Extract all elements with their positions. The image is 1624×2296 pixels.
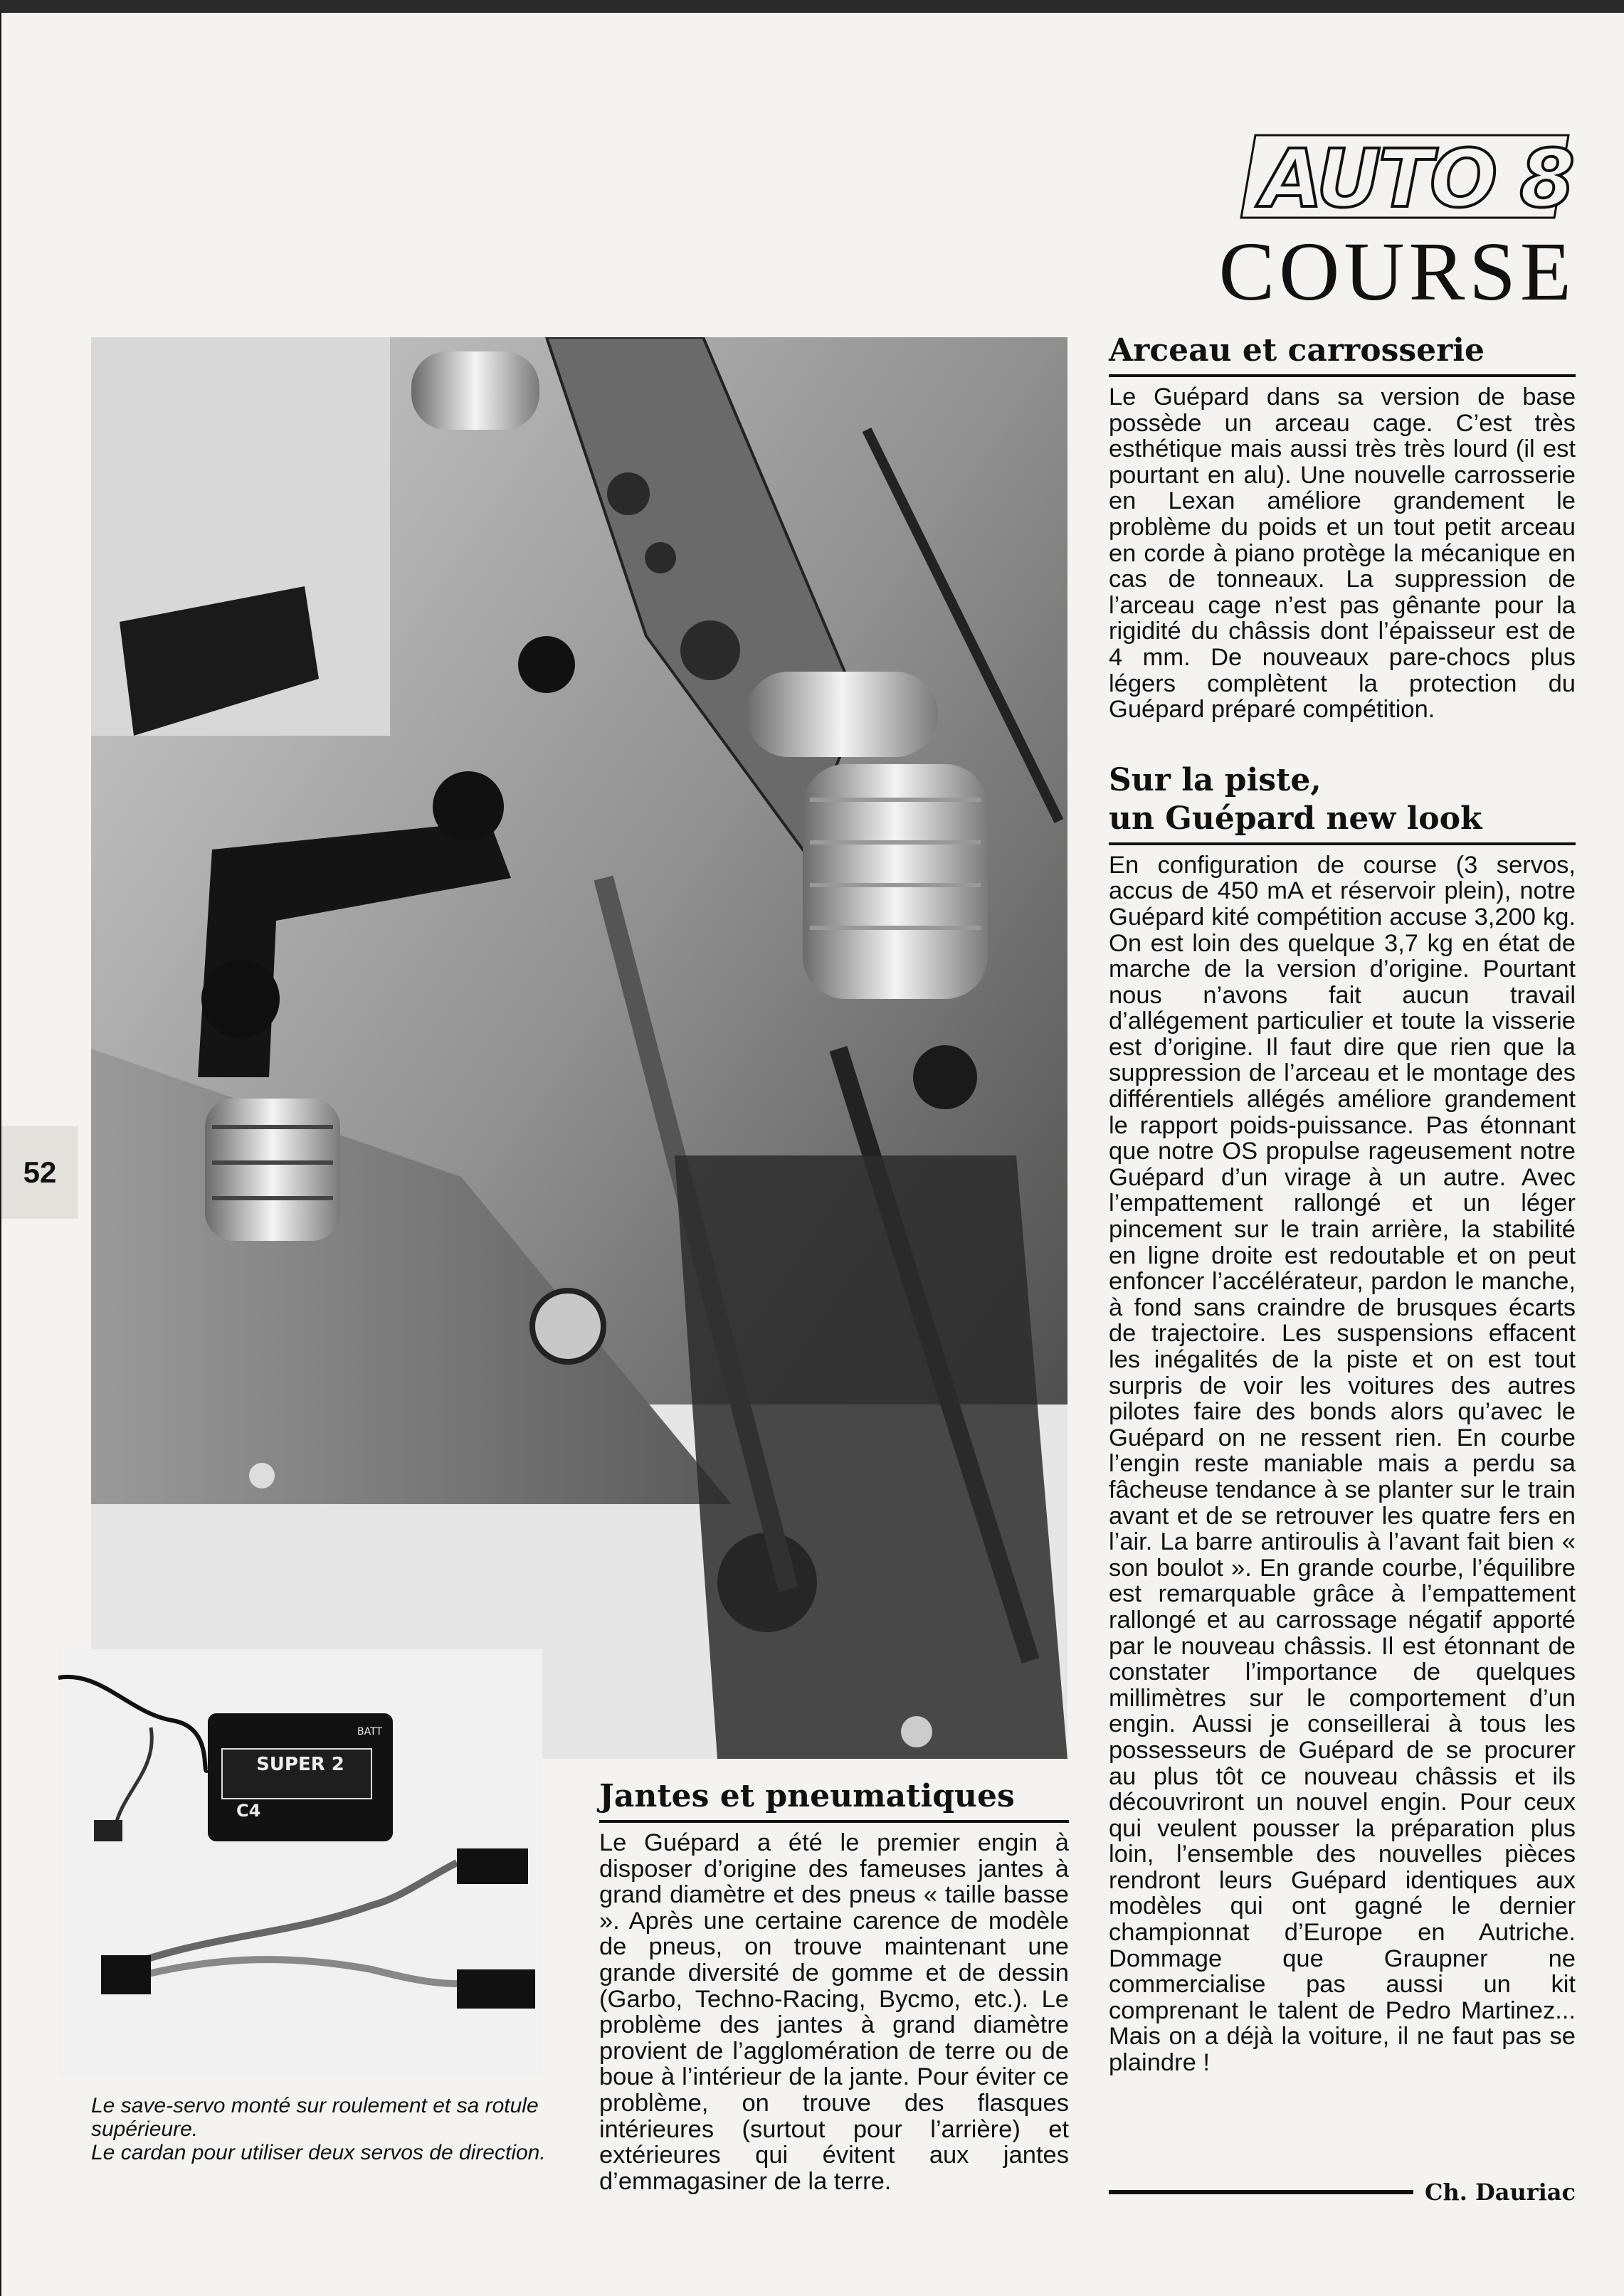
- signature-rule: [1109, 2190, 1413, 2194]
- caption-line-2: Le cardan pour utiliser deux servos de direction.: [91, 2141, 546, 2164]
- receiver-brand-label: SUPER 2: [256, 1754, 344, 1775]
- logo-text: AUTO 8: [1261, 133, 1573, 226]
- author-signature: [1109, 2174, 1576, 2210]
- receiver-batt-label: BATT: [357, 1726, 382, 1737]
- photo-caption: [91, 2094, 547, 2164]
- heading-piste-line1: Sur la piste,: [1109, 761, 1322, 798]
- inset-photo: [58, 1649, 542, 2076]
- servo-parts-illustration: [58, 1649, 542, 2076]
- heading-piste-line2: un Guépard new look: [1109, 800, 1576, 845]
- heading-jantes: Jantes et pneumatiques: [599, 1777, 1069, 1823]
- middle-column: [599, 1777, 1069, 2194]
- main-photo: [91, 337, 1067, 1759]
- page-number: 52: [1, 1126, 78, 1219]
- chassis-photo-illustration: [91, 337, 1067, 1759]
- magazine-header: [1177, 127, 1576, 326]
- heading-arceau: Arceau et carrosserie: [1109, 332, 1576, 377]
- section-title: COURSE: [1218, 225, 1576, 318]
- auto8-logo: [1234, 127, 1576, 226]
- paragraph-piste: En configuration de course (3 servos, accus de 450 mA et réservoir plein), notre Guépard kité compétition accuse 3,200 kg. On est loin des quelque 3,7 kg en état de marche de la version d’origine. Pourtant nous n’avons fait aucun travail d’allégement particulier et toute la visserie est d’origine. Il faut dire que rien que la suppression de l’arceau et le montage des différentiels allégés améliore grandement le rapport poids-puissance. Pas étonnant que notre OS propulse rageusement notre Guépard d’un virage à un autre. Avec l’empattement rallongé et un léger pincement sur le train arrière, la stabilité en ligne droite est redoutable et on peut enfoncer l’accélérateur, pardon le manche, à fond sans craindre de brusques écarts de trajectoire. Les suspensions effacent les inégalités de la piste et on est tout surpris de voir les voitures des autres pilotes faire des bonds alors qu’avec le Guépard on ne ressent rien. En courbe l’engin reste maniable mais a perdu sa fâcheuse tendance à se planter sur le train avant et de se retrouver les quatre fers en l’air. La barre antiroulis à l’avant fait bien « son boulot ». En grande courbe, l’équilibre est remarquable grâce à l’empattement rallongé et au carrossage négatif apporté par le nouveau châssis. Il est étonnant de constater l’importance de quelques millimètres sur le comportement d’un engin. Aussi je conseillerai à tous les possesseurs de Guépard de se procurer au plus tôt ce nouveau châssis et ils découvriront un nouvel engin. Pour ceux qui veulent pousser la préparation plus loin, l’ensemble des nouvelles pièces rendront leurs Guépard identiques aux modèles qui ont gagné le dernier championnat d’Europe en Autriche. Dommage que Graupner ne commercialise pas aussi un kit comprenant le talent de Pedro Martinez... Mais on a déjà la voiture, il ne faut pas se plaindre !: [1109, 851, 1576, 2077]
- receiver-model-label: C4: [236, 1801, 261, 1821]
- paragraph-jantes: Le Guépard a été le premier engin à disposer d’origine des fameuses jantes à grand diamètre et des pneus « taille basse ». Après une certaine carence de modèle de pneus, on trouve maintenant une grande diversité de gomme et de dessin (Garbo, Techno-Racing, Bycmo, etc.). Le problème des jantes à grand diamètre provient de l’agglomération de terre ou de boue à l’intérieur de la jante. Pour éviter ce problème, on trouve des flasques intérieures (surtout pour l’arrière) et extérieures qui évitent aux jantes d’emmagasiner de la terre.: [599, 1829, 1069, 2195]
- magazine-page: [0, 13, 1624, 2296]
- right-column: [1109, 332, 1576, 2076]
- paragraph-arceau: Le Guépard dans sa version de base possède un arceau cage. C’est très esthétique mais aussi très très lourd (il est pourtant en alu). Une nouvelle carrosserie en Lexan améliore grandement le problème du poids et un tout petit arceau en corde à piano protège la mécanique en cas de tonneaux. La suppression de l’arceau cage n’est pas gênante pour la rigidité du châssis dont l’épaisseur est de 4 mm. De nouveaux pare-chocs plus légers complètent la protection du Guépard préparé compétition.: [1109, 383, 1576, 724]
- author-name: Ch. Dauriac: [1425, 2179, 1576, 2206]
- caption-line-1: Le save-servo monté sur roulement et sa rotule supérieure.: [91, 2094, 539, 2141]
